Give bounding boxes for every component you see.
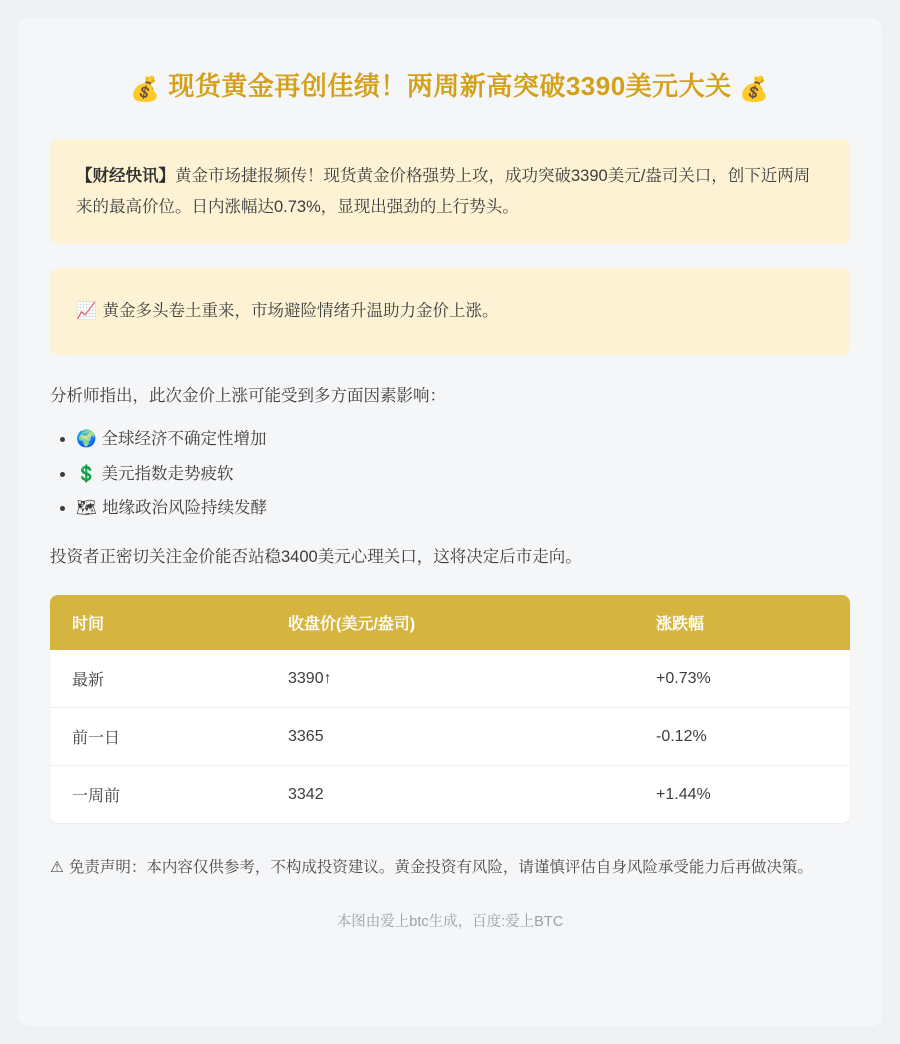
money-bag-icon-right: 💰	[739, 76, 770, 103]
column-header-time: 时间	[50, 595, 266, 650]
column-header-close: 收盘价(美元/盎司)	[266, 595, 634, 650]
cell-change: -0.12%	[634, 708, 850, 766]
outlook-text: 投资者正密切关注金价能否站稳3400美元心理关口，这将决定后市走向。	[50, 548, 582, 566]
headline-text: 现货黄金再创佳绩！两周新高突破3390美元大关	[168, 71, 732, 101]
table-header-row	[50, 595, 850, 650]
table-row	[50, 708, 850, 766]
disclaimer	[50, 853, 850, 883]
highlight-box	[50, 268, 850, 355]
list-item	[76, 491, 850, 526]
article-card	[18, 18, 882, 1026]
warning-icon: ⚠	[50, 859, 64, 877]
table-row	[50, 650, 850, 708]
news-flash-body: 黄金市场捷报频传！现货黄金价格强势上攻，成功突破3390美元/盎司关口，创下近两周来的最高价位。日内涨幅达0.73%，显现出强劲的上行势头。	[76, 167, 811, 216]
table-head	[50, 595, 850, 650]
table-body	[50, 650, 850, 823]
disclaimer-text: 免责声明：本内容仅供参考，不构成投资建议。黄金投资有风险，请谨慎评估自身风险承受能力后再做决策。	[68, 859, 813, 877]
page-title	[50, 70, 850, 105]
cell-time: 最新	[50, 650, 266, 708]
highlight-text: 黄金多头卷土重来，市场避险情绪升温助力金价上涨。	[102, 302, 499, 321]
money-bag-icon: 💰	[130, 76, 161, 103]
cell-close: 3390↑	[266, 650, 634, 708]
footer-credit: 本图由爱上btc生成，百度:爱上BTC	[336, 913, 564, 930]
cell-change: +0.73%	[634, 650, 850, 708]
chart-up-icon: 📈	[76, 302, 97, 321]
column-header-change: 涨跌幅	[634, 595, 850, 650]
quote-table	[50, 595, 850, 823]
factor-list	[50, 422, 850, 526]
table-row	[50, 766, 850, 824]
map-icon: 🗺	[76, 499, 97, 518]
list-item	[76, 457, 850, 492]
news-flash-tag: 【财经快讯】	[76, 167, 175, 186]
factor-text: 美元指数走势疲软	[101, 464, 234, 483]
factor-text: 地缘政治风险持续发酵	[101, 499, 267, 518]
cell-close: 3342	[266, 766, 634, 824]
news-flash-box	[50, 139, 850, 244]
cell-time: 一周前	[50, 766, 266, 824]
factor-text: 全球经济不确定性增加	[101, 430, 267, 449]
analysis-intro: 分析师指出，此次金价上涨可能受到多方面因素影响：	[50, 386, 446, 405]
cell-close: 3365	[266, 708, 634, 766]
dollar-icon: 💲	[76, 464, 97, 483]
cell-change: +1.44%	[634, 766, 850, 824]
list-item	[76, 422, 850, 457]
cell-time: 前一日	[50, 708, 266, 766]
globe-icon: 🌍	[76, 430, 97, 449]
